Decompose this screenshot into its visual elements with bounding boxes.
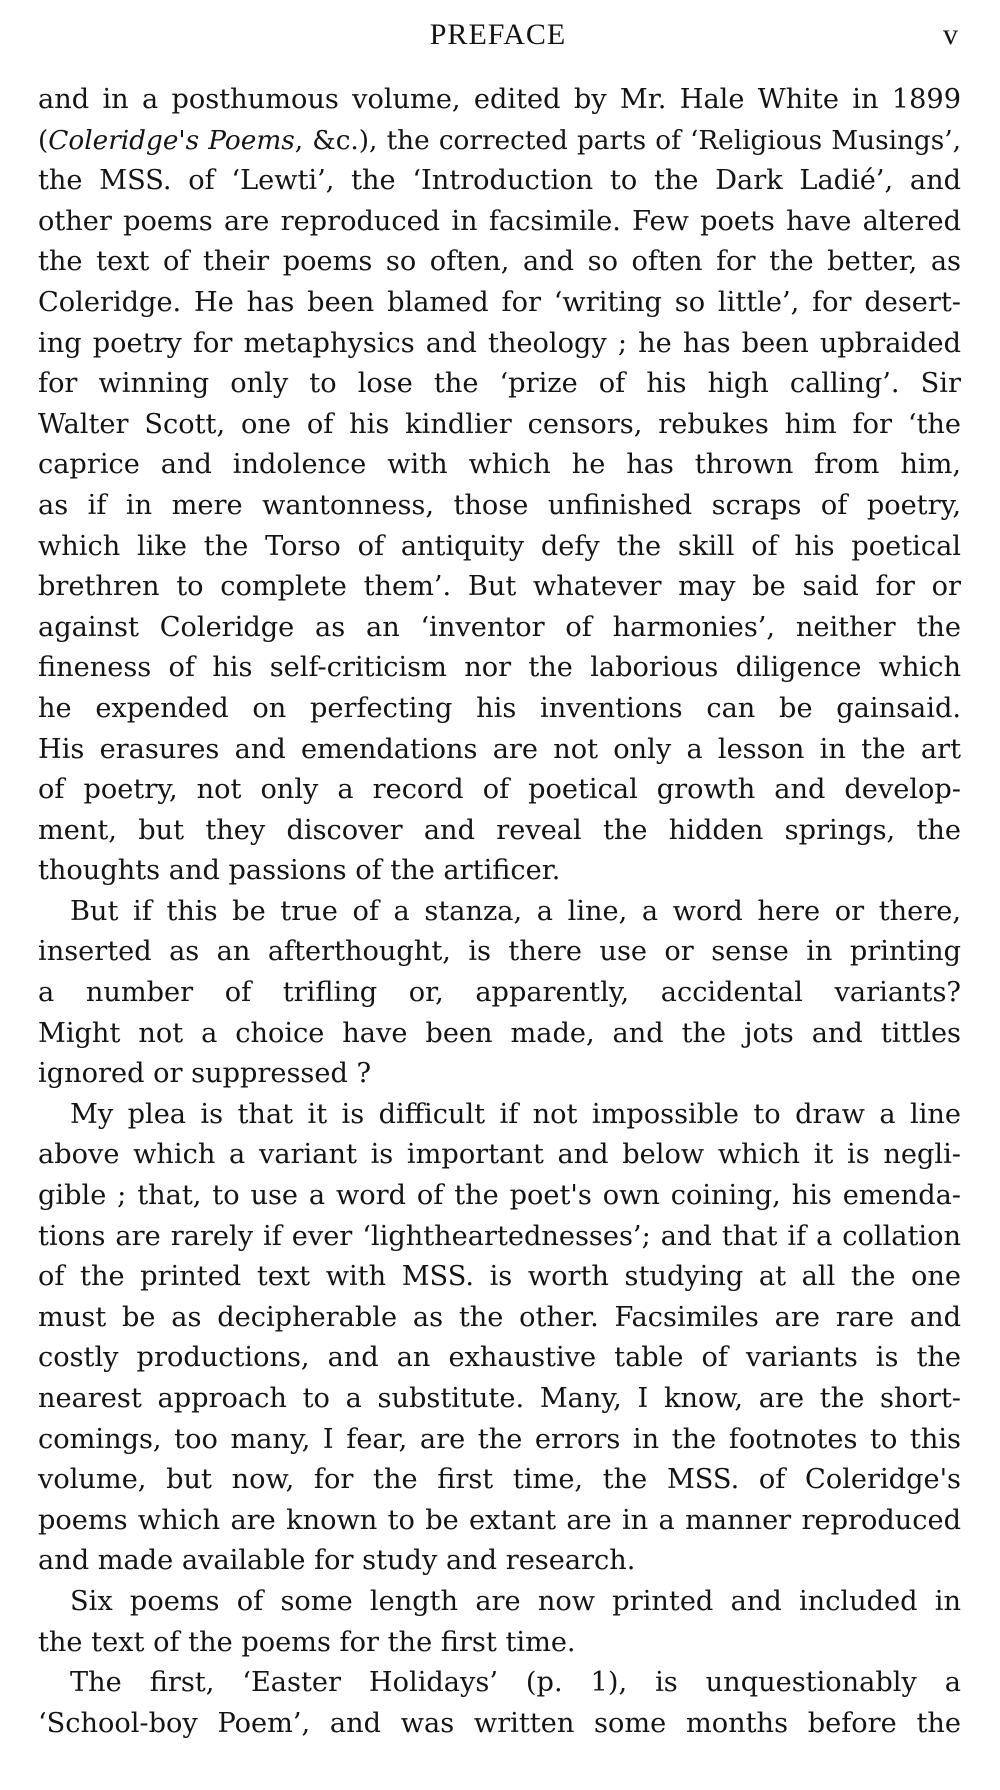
running-head: PREFACE	[429, 18, 567, 51]
paragraph	[38, 1582, 961, 1663]
body-text	[38, 80, 961, 1744]
paragraph	[38, 892, 961, 1095]
text-line: ing poetry for metaphysics and theology ; he has been upbraided	[38, 327, 961, 359]
text-line: ‘School-boy Poem’, and was written some months before the	[38, 1707, 961, 1739]
paragraph	[38, 80, 961, 892]
text-line: the text of their poems so often, and so often for the better, as	[38, 246, 961, 278]
text-line: must be as decipherable as the other. Facsimiles are rare and	[38, 1301, 961, 1333]
text-line: which like the Torso of antiquity defy the skill of his poetical	[38, 530, 961, 562]
text-line: caprice and indolence with which he has thrown from him,	[38, 449, 961, 481]
text-line: Coleridge. He has been blamed for ‘writing so little’, for desert-	[38, 286, 961, 318]
text-line: brethren to complete them’. But whatever may be said for or	[38, 571, 961, 603]
book-title: Coleridge's Poems	[48, 125, 295, 156]
text-line: Might not a choice have been made, and the jots and tittles	[38, 1017, 961, 1049]
text-line: poems which are known to be extant are in a manner reproduced	[38, 1504, 961, 1536]
text-line: inserted as an afterthought, is there use or sense in printing	[38, 936, 961, 968]
text-line: against Coleridge as an ‘inventor of harmonies’, neither the	[38, 611, 961, 643]
page-header	[38, 18, 958, 58]
text-line: for winning only to lose the ‘prize of his high calling’. Sir	[38, 368, 961, 400]
text-line: But if this be true of a stanza, a line, a word here or there,	[70, 895, 961, 927]
paragraph	[38, 1095, 961, 1582]
text-line: ment, but they discover and reveal the hidden springs, the	[38, 814, 961, 846]
text-line: comings, too many, I fear, are the errors in the footnotes to this	[38, 1423, 961, 1455]
text-line: above which a variant is important and below which it is negli-	[38, 1139, 961, 1171]
text-line: of poetry, not only a record of poetical growth and develop-	[38, 774, 961, 806]
text-line: he expended on perfecting his inventions can be gainsaid.	[38, 692, 961, 724]
text-line: volume, but now, for the first time, the MSS. of Coleridge's	[38, 1464, 961, 1496]
text-line: ignored or suppressed ?	[38, 1058, 372, 1090]
text-line: costly productions, and an exhaustive table of variants is the	[38, 1342, 961, 1374]
text-line: My plea is that it is difficult if not impossible to draw a line	[70, 1098, 961, 1130]
text-line: other poems are reproduced in facsimile. Few poets have altered	[38, 205, 961, 237]
text-line: as if in mere wantonness, those unfinished scraps of poetry,	[38, 489, 961, 521]
text-line: the text of the poems for the first time.	[38, 1626, 576, 1658]
text-line: gible ; that, to use a word of the poet's own coining, his emenda-	[38, 1180, 961, 1212]
text-line: The first, ‘Easter Holidays’ (p. 1), is unquestionably a	[70, 1667, 961, 1699]
text-line: thoughts and passions of the artificer.	[38, 855, 561, 887]
text-line: Walter Scott, one of his kindlier censors, rebukes him for ‘the	[38, 408, 961, 440]
text-line: (Coleridge's Poems, &c.), the corrected parts of ‘Religious Musings’,	[38, 125, 961, 156]
text-line: His erasures and emendations are not only a lesson in the art	[38, 733, 961, 765]
text-line: and in a posthumous volume, edited by Mr. Hale White in 1899	[38, 84, 961, 115]
text-line: Six poems of some length are now printed and included in	[70, 1585, 961, 1617]
text-line: and made available for study and research.	[38, 1545, 636, 1577]
text-line: fineness of his self-criticism nor the laborious diligence which	[38, 652, 961, 684]
text-line: tions are rarely if ever ‘lightheartednesses’; and that if a collation	[38, 1220, 961, 1252]
text-line: a number of trifling or, apparently, accidental variants?	[38, 977, 961, 1009]
text-line: nearest approach to a substitute. Many, I know, are the short-	[38, 1383, 961, 1414]
text-line: of the printed text with MSS. is worth studying at all the one	[38, 1261, 961, 1293]
paragraph	[38, 1663, 961, 1744]
page-number: v	[943, 18, 958, 51]
text-line: the MSS. of ‘Lewti’, the ‘Introduction to the Dark Ladié’, and	[38, 165, 961, 197]
